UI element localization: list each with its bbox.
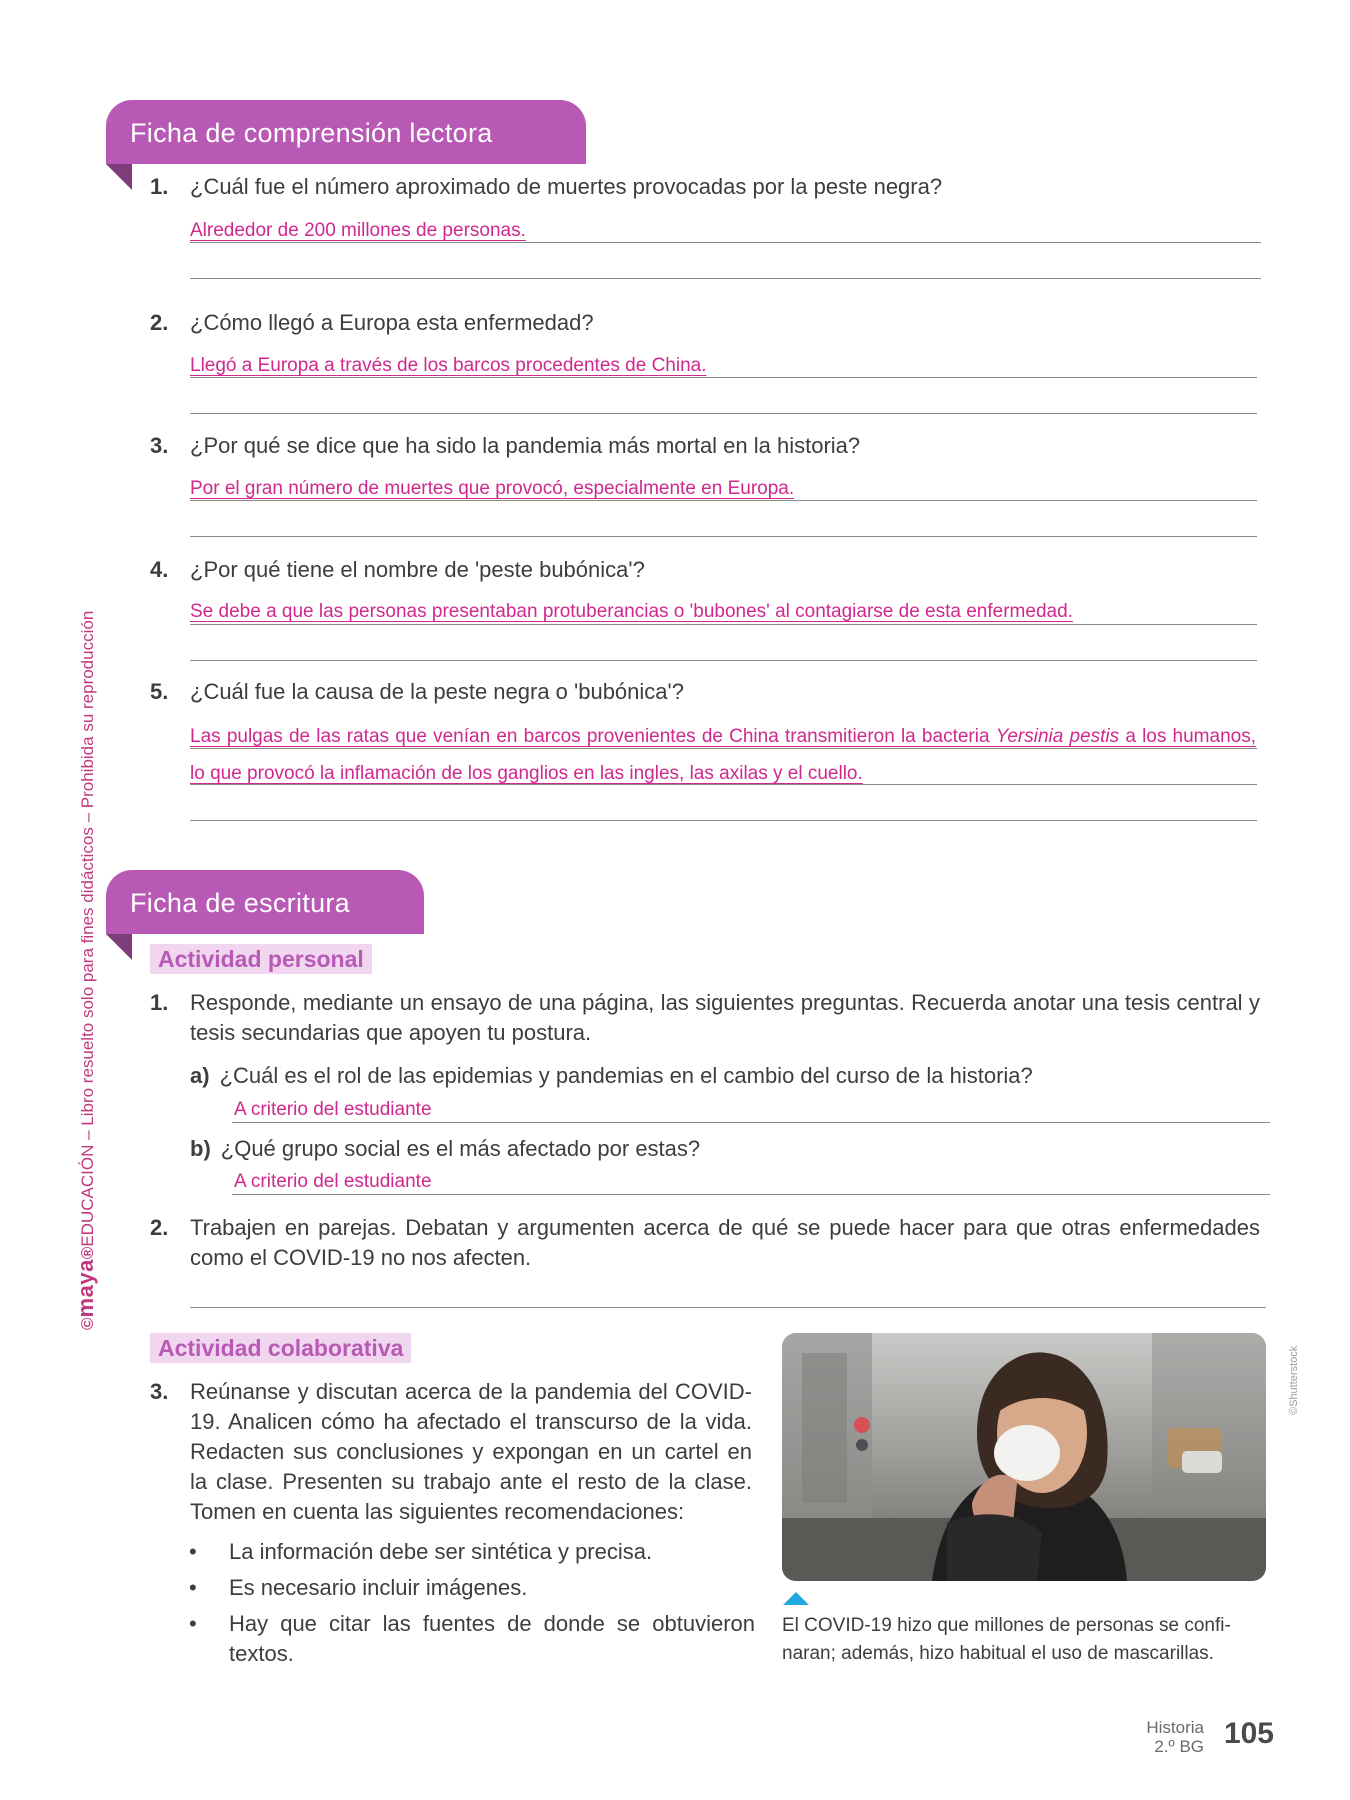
question-text: ¿Cuál fue la causa de la peste negra o 'bubónica'?: [190, 679, 684, 704]
answer-1: Alrededor de 200 millones de personas.: [190, 220, 526, 241]
question-4: [150, 555, 1260, 585]
sub-letter: b): [190, 1136, 211, 1161]
sub-text: ¿Cuál es el rol de las epidemias y pandemias en el cambio del curso de la historia?: [219, 1063, 1033, 1088]
question-text: Responde, mediante un ensayo de una página, las siguientes preguntas. Recuerda anotar una tesis central y tesis secundarias que apoyen tu postura.: [190, 990, 1260, 1045]
subject-grade: 2.º BG: [1154, 1737, 1204, 1756]
answer-5-part-2: a los humanos, lo que provocó la inflamación de los ganglios en las ingles, las axilas y el cuello.: [190, 726, 1256, 784]
list-item: • Es necesario incluir imágenes.: [180, 1573, 755, 1603]
question-number: 2.: [150, 1215, 169, 1240]
question-number: 5.: [150, 679, 169, 704]
watermark-copyright: ©: [78, 1317, 97, 1330]
answer-line: [190, 660, 1257, 661]
writing-question-2: [150, 1213, 1260, 1273]
sub-answer-a: A criterio del estudiante: [234, 1099, 432, 1120]
question-number: 2.: [150, 310, 169, 335]
question-text: ¿Por qué se dice que ha sido la pandemia más mortal en la historia?: [190, 433, 861, 458]
sub-text: ¿Qué grupo social es el más afectado por estas?: [220, 1136, 701, 1161]
caption-triangle-icon: [783, 1592, 809, 1605]
sub-question-a: [190, 1061, 1033, 1091]
answer-line: [190, 748, 1257, 749]
watermark-registered: ®: [78, 1246, 97, 1260]
answer-line: [232, 1194, 1270, 1195]
photo-illustration: [782, 1333, 1266, 1581]
recommendation-list: [180, 1537, 755, 1675]
footer-subject: [1146, 1718, 1204, 1756]
answer-2: Llegó a Europa a través de los barcos procedentes de China.: [190, 355, 707, 376]
question-number: 3.: [150, 433, 169, 458]
subject-name: Historia: [1146, 1718, 1204, 1737]
reading-sheet-title: Ficha de comprensión lectora: [106, 100, 586, 164]
question-5: [150, 677, 1260, 707]
question-number: 1.: [150, 990, 169, 1015]
answer-4: Se debe a que las personas presentaban protuberancias o 'bubones' al contagiarse de esta enfermedad.: [190, 601, 1073, 622]
question-text: ¿Cuál fue el número aproximado de muertes provocadas por la peste negra?: [190, 174, 943, 199]
question-text: Trabajen en parejas. Debatan y argumenten acerca de qué se puede hacer para que otras enfermedades como el COVID-19 no nos afecten.: [190, 1215, 1260, 1270]
question-3: [150, 431, 1260, 461]
writing-question-1: [150, 988, 1260, 1048]
photo-caption: El COVID-19 hizo que millones de personas se confi-naran; además, hizo habitual el uso de mascarillas.: [782, 1615, 1231, 1664]
answer-3: Por el gran número de muertes que provocó, especialmente en Europa.: [190, 478, 795, 499]
answer-line: [190, 624, 1257, 625]
answer-line: [190, 1307, 1266, 1308]
sub-letter: a): [190, 1063, 210, 1088]
question-text: ¿Cómo llegó a Europa esta enfermedad?: [190, 310, 594, 335]
answer-line: [190, 413, 1257, 414]
question-1: [150, 172, 1260, 202]
tab-fold-decoration: [106, 164, 132, 190]
answer-line: [232, 1122, 1270, 1123]
watermark-brand: maya: [73, 1259, 98, 1318]
question-number: 1.: [150, 174, 169, 199]
photo-credit: ©Shutterstock: [1288, 1345, 1300, 1415]
sub-question-b: [190, 1134, 700, 1164]
answer-line: [190, 377, 1257, 378]
page-number: 105: [1223, 1717, 1274, 1750]
answer-5-part-1: Las pulgas de las ratas que venían en barcos provenientes de China transmitieron la bacteria: [190, 726, 996, 747]
answer-line: [190, 278, 1261, 279]
question-number: 3.: [150, 1379, 169, 1404]
answer-line: [190, 500, 1257, 501]
question-2: [150, 308, 1260, 338]
sub-answer-b: A criterio del estudiante: [234, 1171, 432, 1192]
question-text: Reúnanse y discutan acerca de la pandemia del COVID-19. Analicen cómo ha afectado el transcurso de la vida. Redacten sus conclusiones y expongan en un cartel en la clase. Presenten su trabajo ante el resto de la clase. Tomen en cuenta las siguientes recomendaciones:: [190, 1379, 752, 1524]
tab-fold-decoration: [106, 934, 132, 960]
answer-line: [190, 536, 1257, 537]
answer-line: [190, 784, 1257, 785]
writing-sheet-title: Ficha de escritura: [106, 870, 424, 934]
answer-line: [190, 242, 1261, 243]
question-text: ¿Por qué tiene el nombre de 'peste bubónica'?: [190, 557, 645, 582]
question-number: 4.: [150, 557, 169, 582]
writing-question-3: [150, 1377, 752, 1527]
answer-5-bacteria-name: Yersinia pestis: [995, 726, 1120, 747]
watermark-text: EDUCACIÓN – Libro resuelto solo para fines didácticos – Prohibida su reproducción: [78, 610, 97, 1247]
answer-line: [190, 820, 1257, 821]
covid-mask-photo: [782, 1333, 1266, 1581]
side-watermark: [73, 500, 99, 1330]
personal-activity-label: Actividad personal: [150, 944, 372, 974]
list-item: • La información debe ser sintética y precisa.: [180, 1537, 755, 1567]
answer-5: [190, 718, 1256, 792]
collaborative-activity-label: Actividad colaborativa: [150, 1333, 411, 1363]
list-item: • Hay que citar las fuentes de donde se obtuvieron textos.: [180, 1609, 755, 1669]
